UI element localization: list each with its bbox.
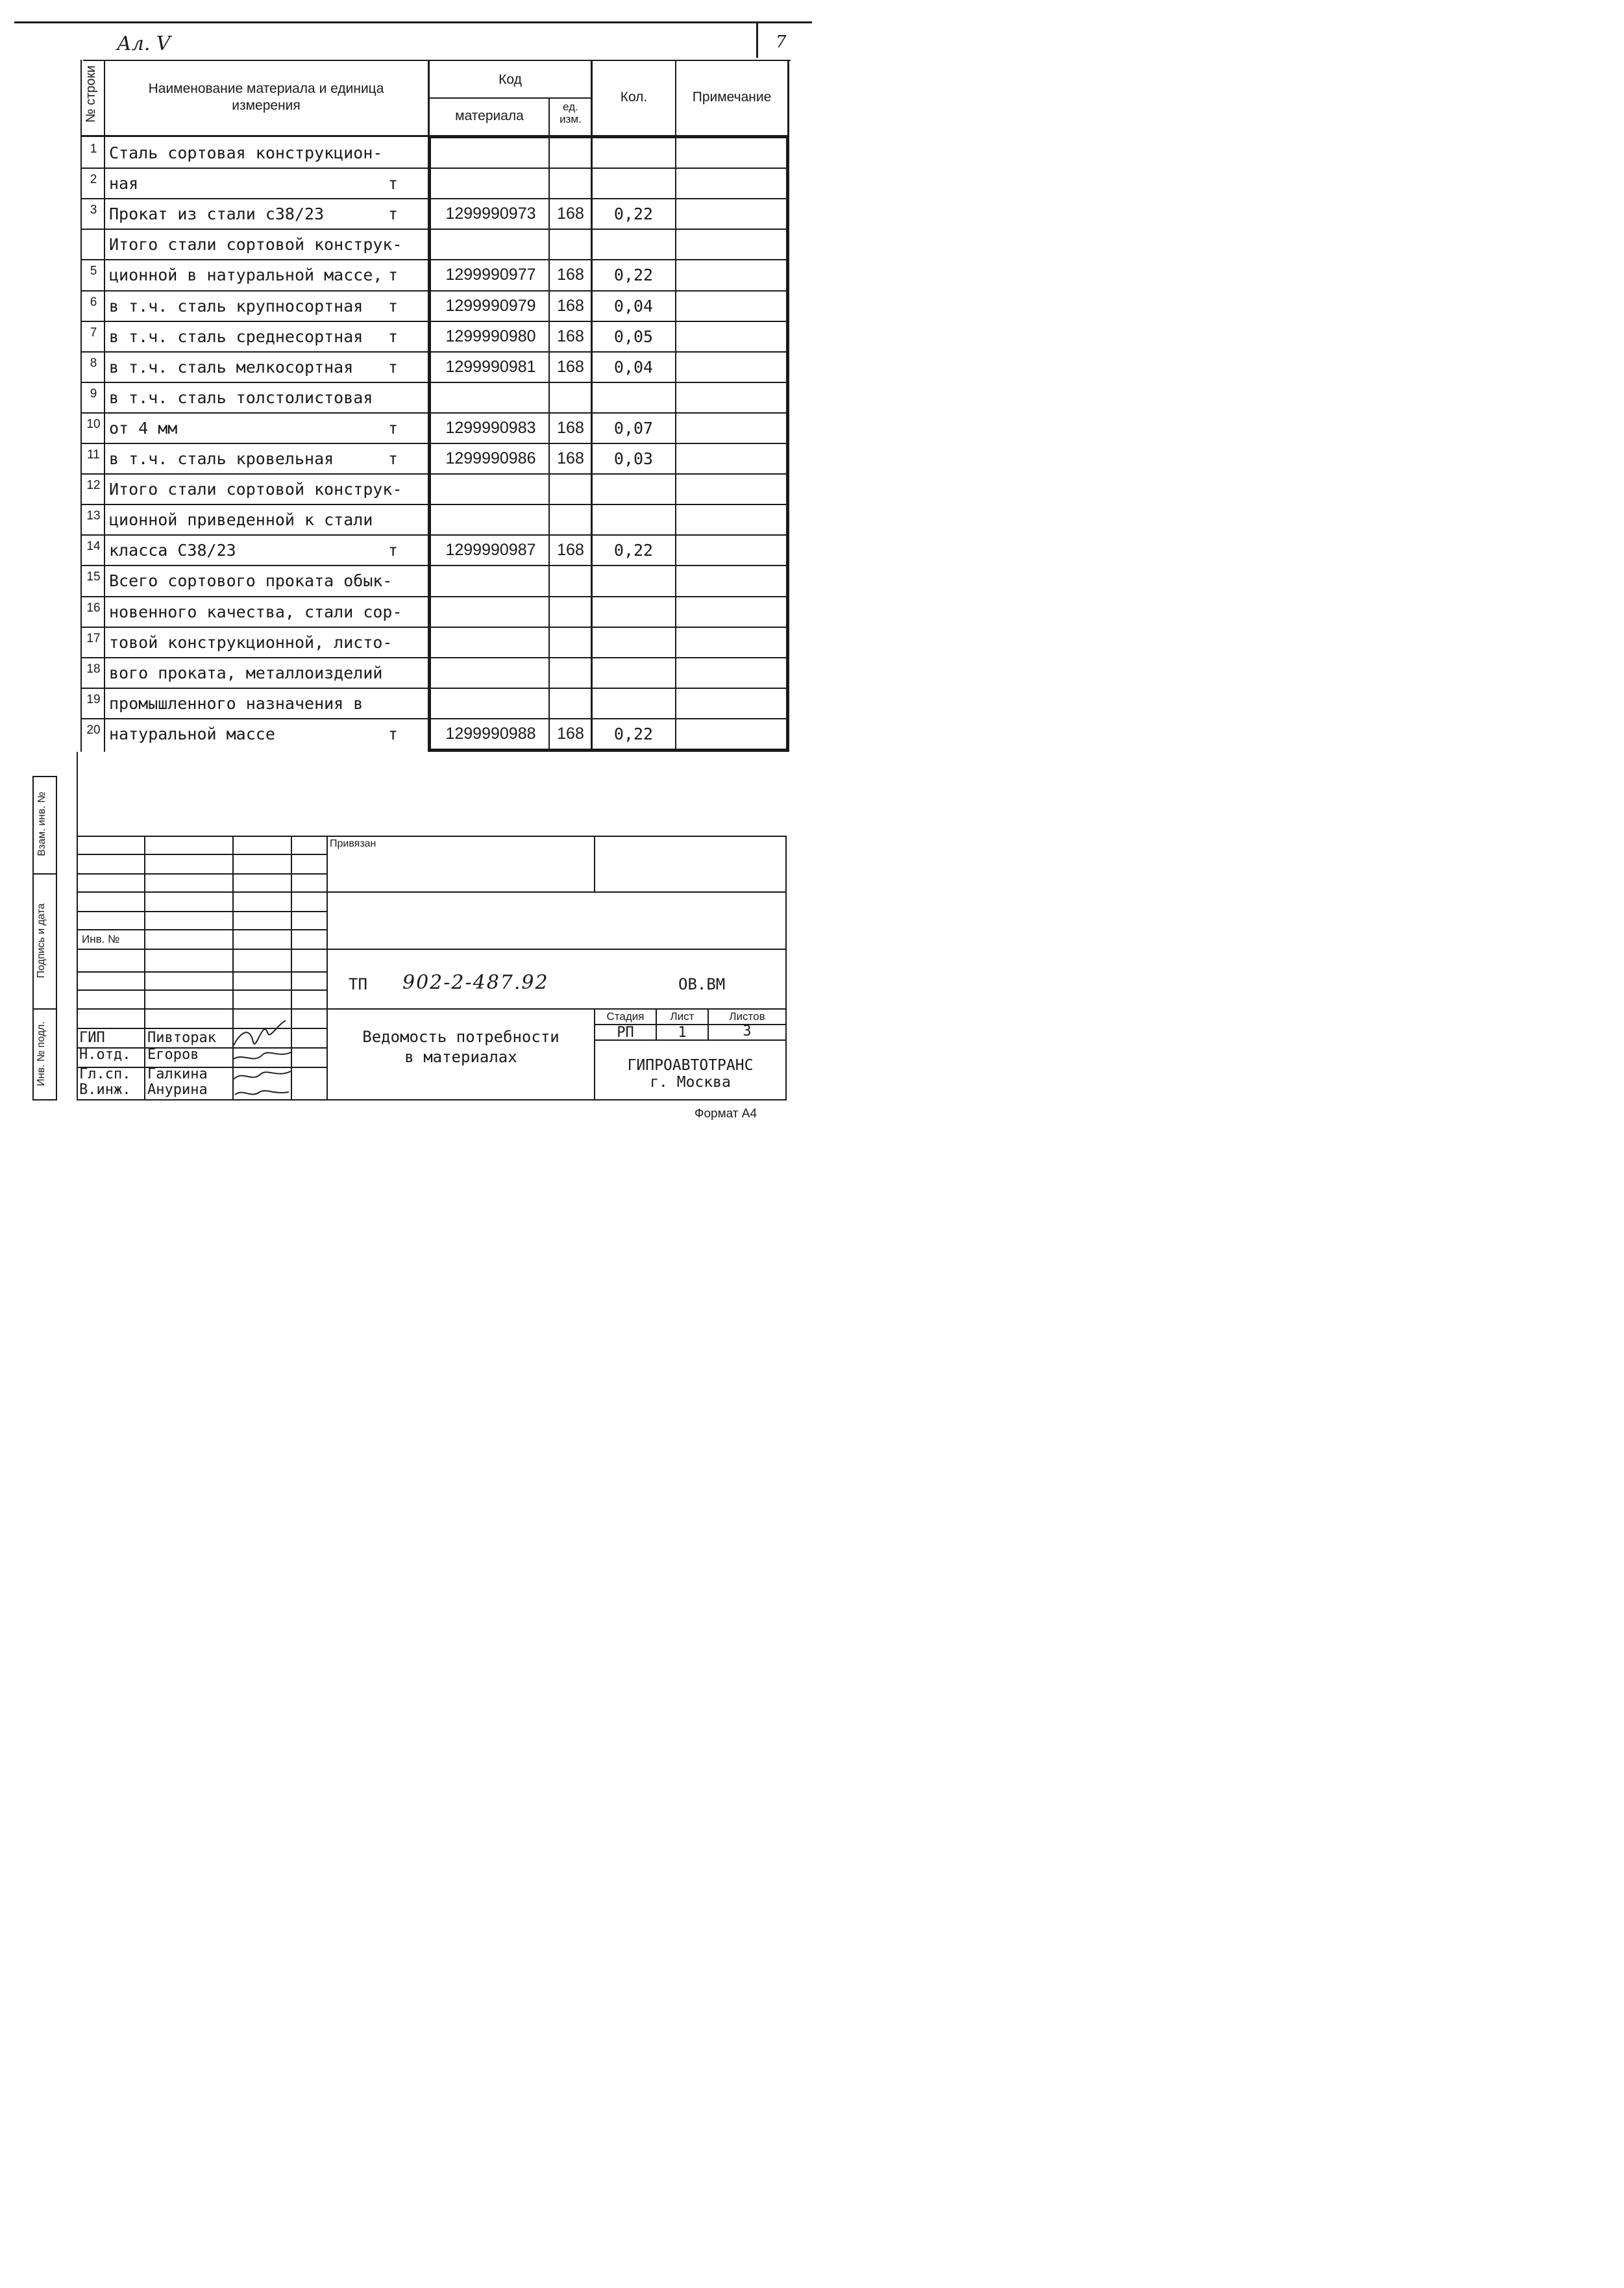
row-number: 18 bbox=[86, 662, 101, 676]
signer-role: В.инж. bbox=[79, 1082, 131, 1098]
material-name: товой конструкционной, листо- bbox=[109, 632, 393, 652]
row-divider bbox=[80, 443, 789, 444]
header-code: Код bbox=[498, 72, 522, 87]
side-podpis-data-label: Подпись и дата bbox=[36, 903, 47, 978]
row-divider bbox=[80, 290, 789, 292]
material-name: в т.ч. сталь крупносортная bbox=[109, 296, 363, 316]
material-name: в т.ч. сталь толстолистовая bbox=[109, 388, 373, 407]
row-divider bbox=[80, 321, 789, 322]
row-number: 3 bbox=[90, 203, 97, 218]
unit-code: 168 bbox=[557, 327, 584, 345]
row-divider bbox=[80, 168, 789, 169]
stage-value: РП bbox=[617, 1025, 634, 1041]
row-divider bbox=[80, 504, 789, 505]
row-divider bbox=[80, 473, 789, 475]
row-number: 17 bbox=[86, 631, 101, 645]
signer-role: Н.отд. bbox=[79, 1047, 131, 1063]
tp-label: ТП bbox=[349, 975, 367, 993]
unit-code: 168 bbox=[557, 205, 584, 223]
organization-name: ГИПРОАВТОТРАНС bbox=[627, 1057, 754, 1074]
row-divider bbox=[80, 534, 789, 536]
header-code-material: материала bbox=[455, 108, 524, 123]
material-code: 1299990973 bbox=[445, 205, 536, 223]
material-unit: т bbox=[388, 418, 399, 438]
material-unit: т bbox=[388, 174, 399, 193]
material-name: в т.ч. сталь среднесортная bbox=[109, 327, 363, 346]
row-divider bbox=[80, 565, 789, 566]
row-number: 6 bbox=[90, 295, 97, 309]
stage-label: Стадия bbox=[606, 1010, 645, 1023]
quantity: 0,05 bbox=[613, 327, 654, 346]
row-divider bbox=[80, 382, 789, 383]
quantity: 0,04 bbox=[613, 357, 654, 377]
material-unit: т bbox=[388, 327, 399, 346]
document-code: ОВ.ВМ bbox=[678, 975, 726, 993]
quantity: 0,07 bbox=[613, 418, 654, 438]
unit-code: 168 bbox=[557, 418, 584, 437]
material-name: класса С38/23 bbox=[109, 541, 236, 560]
row-number: 1 bbox=[90, 142, 97, 156]
material-unit: т bbox=[388, 266, 399, 285]
material-code: 1299990986 bbox=[445, 449, 536, 467]
organization-city: г. Москва bbox=[650, 1074, 731, 1091]
header-code-unit: ед. изм. bbox=[560, 101, 582, 125]
row-number: 8 bbox=[90, 356, 97, 370]
quantity: 0,22 bbox=[613, 541, 654, 560]
row-number: 10 bbox=[86, 417, 101, 431]
material-name: ционной приведенной к стали bbox=[109, 510, 373, 530]
row-divider bbox=[80, 627, 789, 628]
unit-code: 168 bbox=[557, 266, 584, 284]
quantity: 0,22 bbox=[613, 266, 654, 285]
signatures bbox=[227, 1006, 299, 1100]
header-note: Примечание bbox=[692, 90, 772, 105]
material-unit: т bbox=[388, 541, 399, 560]
material-name: промышленного назначения в bbox=[109, 693, 363, 713]
row-number: 5 bbox=[90, 264, 97, 279]
document-number: 902-2-487.92 bbox=[402, 971, 549, 994]
row-divider bbox=[80, 596, 789, 597]
document-title-line1: Ведомость потребности bbox=[362, 1028, 560, 1046]
row-number: 7 bbox=[90, 325, 97, 340]
page-number-divider bbox=[756, 21, 758, 58]
inv-no-label: Инв. № bbox=[82, 933, 120, 945]
top-border bbox=[14, 21, 812, 23]
sheets-value: 3 bbox=[743, 1023, 752, 1039]
row-number: 15 bbox=[86, 570, 101, 584]
unit-code: 168 bbox=[557, 541, 584, 560]
signer-name: Анурина bbox=[147, 1082, 208, 1098]
material-code: 1299990979 bbox=[445, 296, 536, 315]
material-unit: т bbox=[388, 357, 399, 377]
material-unit: т bbox=[388, 724, 399, 743]
quantity: 0,22 bbox=[613, 724, 654, 743]
sheets-label: Листов bbox=[729, 1010, 765, 1023]
signer-role: ГИП bbox=[79, 1030, 105, 1046]
row-divider bbox=[80, 412, 789, 414]
unit-code: 168 bbox=[557, 724, 584, 743]
sheet-value: 1 bbox=[678, 1025, 687, 1041]
sheet-label: Лист bbox=[670, 1010, 695, 1023]
row-divider bbox=[80, 259, 789, 260]
material-name: вого проката, металлоизделий bbox=[109, 663, 383, 682]
signer-name: Егоров bbox=[147, 1047, 199, 1063]
side-vzam-inv-label: Взам. инв. № bbox=[36, 791, 47, 856]
material-code: 1299990980 bbox=[445, 327, 536, 345]
material-name: Всего сортового проката обык- bbox=[109, 571, 393, 591]
material-code: 1299990987 bbox=[445, 541, 536, 560]
unit-code: 168 bbox=[557, 449, 584, 467]
row-number: 20 bbox=[86, 723, 101, 737]
row-number: 14 bbox=[86, 540, 101, 554]
material-name: Сталь сортовая конструкцион- bbox=[109, 143, 383, 162]
material-name: ционной в натуральной массе, bbox=[109, 266, 383, 285]
row-number: 12 bbox=[86, 479, 101, 493]
row-divider bbox=[80, 718, 789, 719]
signer-name: Пивторак bbox=[147, 1030, 216, 1046]
header-material-name: Наименование материала и единица измерения bbox=[148, 81, 384, 113]
page-number: 7 bbox=[776, 32, 787, 52]
quantity: 0,22 bbox=[613, 205, 654, 224]
material-name: в т.ч. сталь кровельная bbox=[109, 449, 334, 468]
quantity: 0,04 bbox=[613, 296, 654, 316]
material-unit: т bbox=[388, 205, 399, 224]
side-inv-podl-label: Инв. № подл. bbox=[36, 1021, 47, 1086]
row-number: 11 bbox=[87, 448, 100, 462]
material-code: 1299990983 bbox=[445, 418, 536, 437]
material-name: от 4 мм bbox=[109, 418, 178, 438]
row-divider bbox=[80, 198, 789, 199]
row-divider bbox=[80, 351, 789, 353]
header-quantity: Кол. bbox=[620, 90, 648, 105]
quantity: 0,03 bbox=[613, 449, 654, 468]
material-name: натуральной массе bbox=[109, 724, 275, 743]
material-code: 1299990988 bbox=[445, 724, 536, 743]
row-divider bbox=[80, 657, 789, 658]
signer-name: Галкина bbox=[147, 1066, 208, 1082]
row-number: 16 bbox=[86, 601, 101, 615]
row-number: 2 bbox=[90, 173, 97, 187]
format-label: Формат А4 bbox=[695, 1107, 757, 1121]
material-unit: т bbox=[388, 296, 399, 316]
material-name: в т.ч. сталь мелкосортная bbox=[109, 357, 354, 377]
material-name: Итого стали сортовой конструк- bbox=[109, 235, 402, 255]
unit-code: 168 bbox=[557, 296, 584, 315]
material-name: Итого стали сортовой конструк- bbox=[109, 480, 402, 499]
row-divider bbox=[80, 688, 789, 689]
material-code: 1299990981 bbox=[445, 357, 536, 376]
material-name: Прокат из стали с38/23 bbox=[109, 205, 325, 224]
row-number: 13 bbox=[86, 509, 101, 523]
row-number: 9 bbox=[90, 386, 97, 401]
unit-code: 168 bbox=[557, 357, 584, 376]
top-left-mark: Ал. V bbox=[117, 32, 171, 55]
material-name: ная bbox=[109, 174, 139, 193]
material-unit: т bbox=[388, 449, 399, 468]
row-divider bbox=[80, 229, 789, 230]
material-code: 1299990977 bbox=[445, 266, 536, 284]
signer-role: Гл.сп. bbox=[79, 1066, 131, 1082]
row-number: 19 bbox=[86, 692, 101, 706]
privyazan-label: Привязан bbox=[330, 838, 376, 849]
material-name: новенного качества, стали сор- bbox=[109, 602, 402, 621]
header-row-number: № строки bbox=[84, 65, 98, 123]
document-title-line2: в материалах bbox=[404, 1048, 517, 1066]
